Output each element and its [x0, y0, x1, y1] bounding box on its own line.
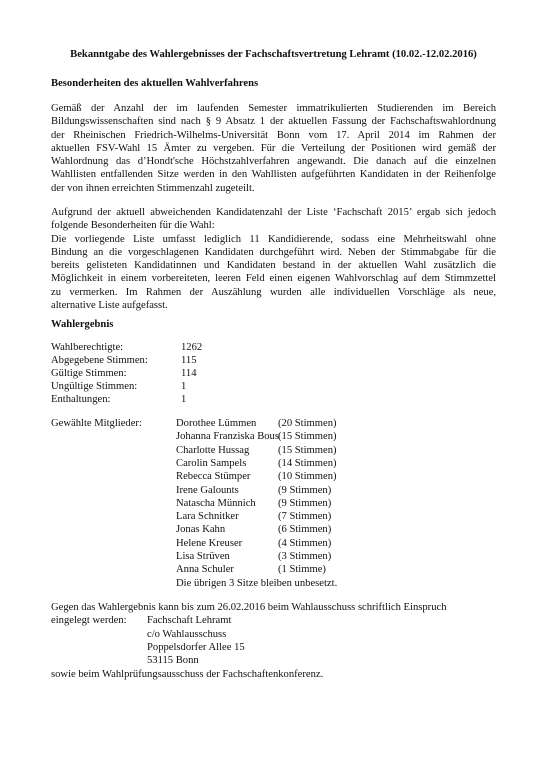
stat-label: Gültige Stimmen: [51, 368, 127, 380]
address-line: c/o Wahlausschuss [147, 628, 227, 640]
member-name: Irene Galounts [176, 484, 239, 496]
member-name: Carolin Sampels [176, 457, 247, 469]
section-heading-result: Wahlergebnis [51, 319, 114, 330]
member-name: Johanna Franziska Bous [176, 431, 279, 443]
objection-closing: sowie beim Wahlprüfungsausschuss der Fachschaftenkonferenz. [51, 668, 324, 680]
paragraph-line: Die vorliegende Liste umfasst lediglich 11 Kandidierende, sodass eine Mehrheitswahl ohne [51, 233, 496, 245]
paragraph-line: der von ihnen erreichten Stimmenzahl zugeteilt. [51, 182, 255, 194]
address-line: Poppelsdorfer Allee 15 [147, 641, 245, 653]
objection-line: Gegen das Wahlergebnis kann bis zum 26.02.2016 beim Wahlausschuss schriftlich Einspruch [51, 602, 447, 613]
stat-label: Ungültige Stimmen: [51, 381, 138, 393]
member-votes: (20 Stimmen) [278, 418, 337, 429]
member-votes: (10 Stimmen) [278, 471, 337, 483]
section-heading-procedure: Besonderheiten des aktuellen Wahlverfahrens [51, 78, 259, 89]
paragraph-line: aktuellen FSV-Wahl 15 Ämter zu vergeben. Für die Verteilung der Positionen wird gemäß der [51, 142, 496, 154]
stat-value: 115 [181, 355, 197, 367]
paragraph-line: Wahllisten entfallenden Sitze werden in den Wahllisten aufgeführten Kandidaten in der Reihenfolge [51, 169, 496, 181]
paragraph-line: Möglichkeit in einem vorbereiteten, leeren Feld einen eigenen Wahlvorschlag auf dem Stimmzettel [51, 273, 496, 285]
paragraph-line: Gemäß der Anzahl der im laufenden Semester immatrikulierten Studierenden im Bereich [51, 103, 496, 114]
paragraph-line: zu vermerken. Im Rahmen der Auszählung wurden alle individuellen Vorschläge als neue, [51, 286, 496, 298]
paragraph-line: Bildungswissenschaften sind nach § 9 Absatz 1 der aktuellen Fassung der Fachschaftswahlordnung [51, 116, 496, 128]
member-votes: (7 Stimmen) [278, 511, 332, 523]
stat-value: 114 [181, 368, 197, 380]
stat-value: 1 [181, 381, 187, 393]
member-votes: (6 Stimmen) [278, 524, 332, 536]
paragraph-special-conditions [51, 206, 496, 312]
document-title: Bekanntgabe des Wahlergebnisses der Fachschaftsvertretung Lehramt (10.02.-12.02.2016) [70, 49, 477, 60]
member-votes: (9 Stimmen) [278, 484, 332, 496]
member-name: Charlotte Hussag [176, 444, 250, 456]
stat-value: 1262 [181, 342, 203, 353]
member-name: Dorothee Lümmen [176, 418, 257, 429]
member-name: Rebecca Stümper [176, 471, 251, 483]
member-votes: (9 Stimmen) [278, 497, 332, 509]
paragraph-line: bereits gelisteten Kandidatinnen und Kandidaten bestand in der aktuellen Wahl zusätzlich die [51, 260, 496, 272]
member-name: Jonas Kahn [176, 524, 226, 536]
unfilled-seats-note: Die übrigen 3 Sitze bleiben unbesetzt. [176, 577, 338, 589]
member-name: Lisa Strüven [176, 551, 230, 562]
member-votes: (1 Stimme) [278, 564, 326, 576]
member-name: Anna Schuler [176, 564, 234, 576]
stat-label: Abgegebene Stimmen: [51, 355, 148, 367]
member-name: Natascha Münnich [176, 497, 256, 509]
member-name: Helene Kreuser [176, 537, 243, 549]
member-name: Lara Schnitker [176, 511, 239, 523]
paragraph-line: folgende Besonderheiten für die Wahl: [51, 220, 215, 232]
paragraph-line: alternative Liste aufgefasst. [51, 300, 168, 312]
paragraph-line: Bindung an die vorgeschlagenen Kandidaten durchgeführt wird. Neben der Stimmabgabe für die [51, 246, 496, 258]
paragraph-line: Aufgrund der aktuell abweichenden Kandidatenzahl der Liste ‘Fachschaft 2015’ ergab sich jedoch [51, 207, 496, 218]
objection-line: eingelegt werden: [51, 615, 127, 627]
elected-members-label: Gewählte Mitglieder: [51, 418, 142, 429]
member-votes: (15 Stimmen) [278, 431, 337, 443]
address-line: Fachschaft Lehramt [147, 615, 232, 627]
stat-value: 1 [181, 394, 187, 406]
paragraph-seat-allocation [51, 102, 496, 195]
address-line: 53115 Bonn [147, 655, 199, 667]
paragraph-line: Wahlordnung das d’Hondt'sche Höchstzahlverfahren angewandt. Die danach auf die einzelnen [51, 156, 496, 168]
member-votes: (15 Stimmen) [278, 444, 337, 456]
stat-label: Enthaltungen: [51, 394, 111, 406]
member-votes: (14 Stimmen) [278, 457, 337, 469]
member-votes: (3 Stimmen) [278, 551, 332, 562]
stat-label: Wahlberechtigte: [51, 342, 124, 353]
paragraph-line: der Rheinischen Friedrich-Wilhelms-Universität Bonn vom 17. April 2014 im Rahmen der [51, 129, 496, 141]
member-votes: (4 Stimmen) [278, 537, 332, 549]
